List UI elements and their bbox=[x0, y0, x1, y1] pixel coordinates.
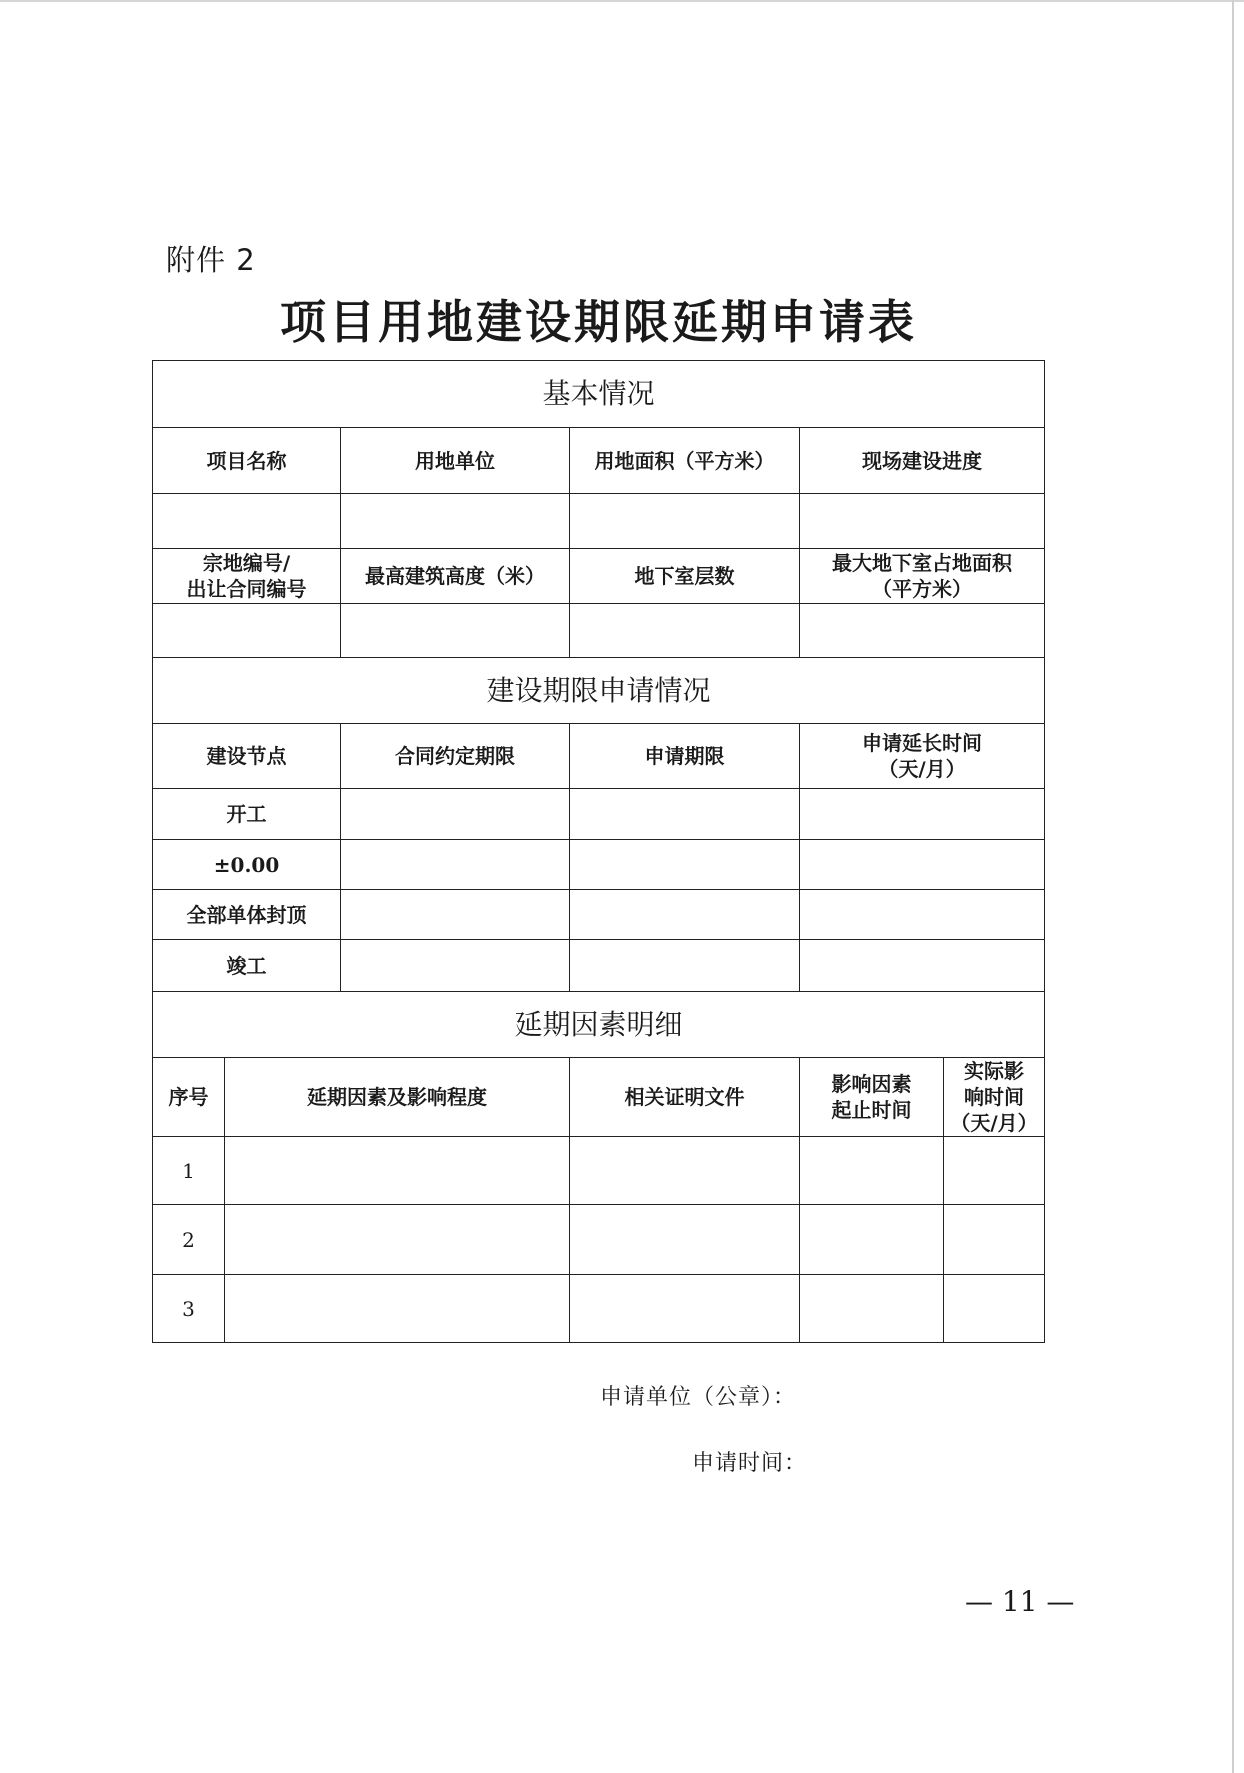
input-cell[interactable] bbox=[570, 1205, 800, 1275]
node-label: 竣工 bbox=[153, 940, 341, 992]
row-number: 3 bbox=[153, 1275, 225, 1343]
header-line: 地下室层数 bbox=[634, 564, 735, 588]
header-cell bbox=[153, 724, 341, 789]
page-edge bbox=[0, 0, 1244, 2]
row-number: 1 bbox=[153, 1137, 225, 1205]
input-cell[interactable] bbox=[153, 604, 341, 658]
header-line: 合同约定期限 bbox=[395, 744, 515, 768]
input-cell[interactable] bbox=[570, 890, 800, 940]
input-cell[interactable] bbox=[341, 940, 570, 992]
header-line: 出让合同编号 bbox=[186, 577, 307, 601]
header-line: （天/月） bbox=[950, 1111, 1038, 1135]
header-cell: 项目名称 bbox=[153, 428, 341, 494]
input-cell[interactable] bbox=[800, 940, 1045, 992]
page-title: 项目用地建设期限延期申请表 bbox=[280, 295, 917, 349]
header-line: 起止时间 bbox=[831, 1098, 912, 1122]
application-date-label: 申请时间： bbox=[692, 1451, 808, 1476]
application-form-table bbox=[152, 360, 1045, 1343]
input-cell[interactable] bbox=[570, 604, 800, 658]
header-line: （平方米） bbox=[872, 577, 973, 601]
header-line: 相关证明文件 bbox=[624, 1085, 745, 1109]
input-cell[interactable] bbox=[944, 1205, 1045, 1275]
header-line: 实际影 bbox=[964, 1059, 1025, 1083]
header-line: 最大地下室占地面积 bbox=[832, 551, 1013, 575]
section-title-construction-period: 建设期限申请情况 bbox=[153, 658, 1045, 724]
page-edge bbox=[1232, 0, 1234, 1773]
header-cell bbox=[153, 1058, 225, 1137]
input-cell[interactable] bbox=[800, 604, 1045, 658]
section-title-delay-factors: 延期因素明细 bbox=[153, 992, 1045, 1058]
input-cell[interactable] bbox=[944, 1137, 1045, 1205]
header-cell bbox=[341, 724, 570, 789]
input-cell[interactable] bbox=[341, 890, 570, 940]
input-cell[interactable] bbox=[944, 1275, 1045, 1343]
input-cell[interactable] bbox=[570, 494, 800, 549]
input-cell[interactable] bbox=[341, 789, 570, 840]
header-line: （天/月） bbox=[878, 757, 966, 781]
input-cell[interactable] bbox=[225, 1275, 570, 1343]
input-cell[interactable] bbox=[800, 1137, 944, 1205]
header-cell: 用地面积（平方米） bbox=[570, 428, 800, 494]
input-cell[interactable] bbox=[800, 1205, 944, 1275]
header-cell: 现场建设进度 bbox=[800, 428, 1045, 494]
header-line: 建设节点 bbox=[206, 744, 287, 768]
header-cell bbox=[225, 1058, 570, 1137]
header-cell bbox=[570, 549, 800, 604]
header-line: 申请延长时间 bbox=[862, 731, 983, 755]
header-cell bbox=[800, 1058, 944, 1137]
input-cell[interactable] bbox=[153, 494, 341, 549]
input-cell[interactable] bbox=[800, 789, 1045, 840]
header-cell bbox=[944, 1058, 1045, 1137]
node-label: 开工 bbox=[153, 789, 341, 840]
node-label: 全部单体封顶 bbox=[153, 890, 341, 940]
header-line: 影响因素 bbox=[831, 1072, 912, 1096]
header-line: 响时间 bbox=[964, 1085, 1025, 1109]
applicant-unit-label: 申请单位（公章）： bbox=[600, 1385, 797, 1410]
header-cell bbox=[570, 724, 800, 789]
header-line: 最高建筑高度（米） bbox=[365, 564, 545, 588]
input-cell[interactable] bbox=[570, 840, 800, 890]
input-cell[interactable] bbox=[800, 890, 1045, 940]
input-cell[interactable] bbox=[570, 1137, 800, 1205]
input-cell[interactable] bbox=[341, 494, 570, 549]
page-number: — 11 — bbox=[965, 1585, 1075, 1618]
input-cell[interactable] bbox=[570, 789, 800, 840]
header-line: 申请期限 bbox=[644, 744, 725, 768]
input-cell[interactable] bbox=[570, 1275, 800, 1343]
node-label: ±0.00 bbox=[153, 840, 341, 890]
input-cell[interactable] bbox=[225, 1137, 570, 1205]
header-cell: 用地单位 bbox=[341, 428, 570, 494]
header-cell bbox=[570, 1058, 800, 1137]
row-number: 2 bbox=[153, 1205, 225, 1275]
header-line: 延期因素及影响程度 bbox=[307, 1085, 487, 1109]
input-cell[interactable] bbox=[225, 1205, 570, 1275]
section-title-basic-info: 基本情况 bbox=[153, 361, 1045, 428]
header-line: 宗地编号/ bbox=[202, 551, 291, 575]
input-cell[interactable] bbox=[800, 840, 1045, 890]
header-cell bbox=[153, 549, 341, 604]
header-cell bbox=[341, 549, 570, 604]
input-cell[interactable] bbox=[800, 494, 1045, 549]
input-cell[interactable] bbox=[341, 840, 570, 890]
input-cell[interactable] bbox=[341, 604, 570, 658]
input-cell[interactable] bbox=[800, 1275, 944, 1343]
input-cell[interactable] bbox=[570, 940, 800, 992]
header-line: 序号 bbox=[168, 1085, 209, 1109]
attachment-label: 附件 2 bbox=[166, 243, 256, 277]
header-cell bbox=[800, 724, 1045, 789]
header-cell bbox=[800, 549, 1045, 604]
